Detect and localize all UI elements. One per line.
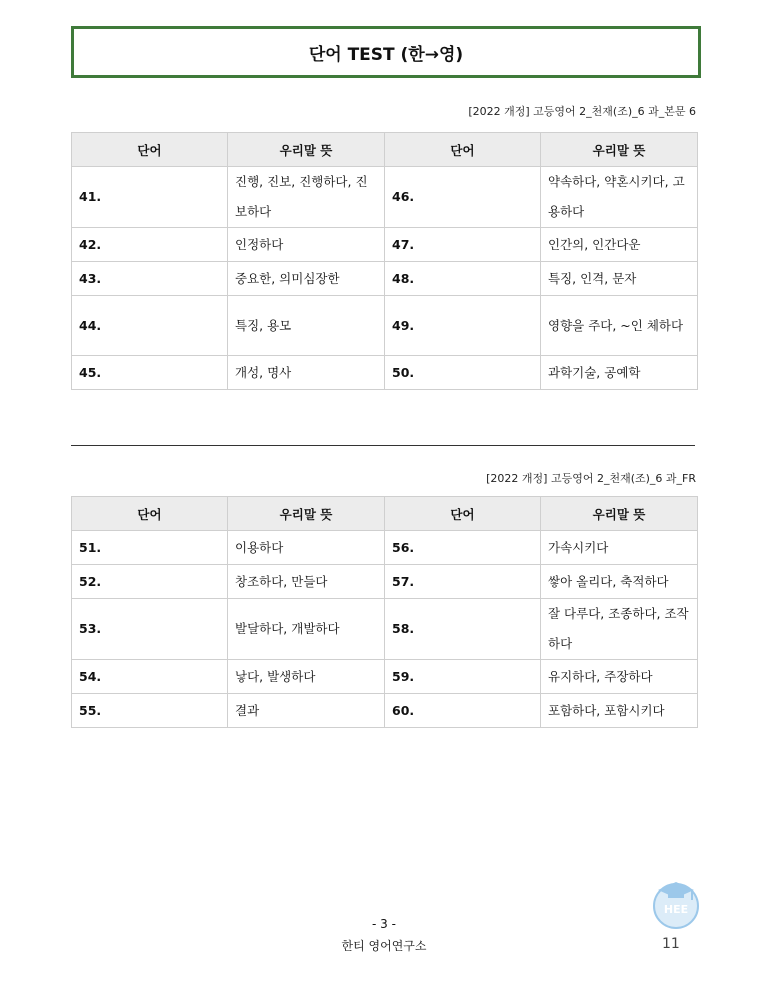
- korean-meaning: 영향을 주다, ~인 체하다: [541, 296, 698, 356]
- column-header-word: 단어: [385, 497, 541, 531]
- word-number: 41.: [72, 167, 228, 228]
- korean-meaning: 가속시키다: [541, 531, 698, 565]
- table-row: [72, 296, 698, 356]
- korean-meaning: 낳다, 발생하다: [228, 660, 385, 694]
- word-number: 59.: [385, 660, 541, 694]
- table-row: [72, 262, 698, 296]
- section-source: [2022 개정] 고등영어 2_천재(조)_6 과_FR: [486, 472, 696, 485]
- footer-organization: 한티 영어연구소: [341, 939, 427, 953]
- word-number: 57.: [385, 565, 541, 599]
- table-row: [72, 356, 698, 390]
- table-row: [72, 167, 698, 228]
- vocab-table: [71, 496, 698, 728]
- word-number: 60.: [385, 694, 541, 728]
- word-number: 43.: [72, 262, 228, 296]
- korean-meaning: 진행, 진보, 진행하다, 진보하다: [228, 167, 385, 228]
- korean-meaning: 인정하다: [228, 228, 385, 262]
- korean-meaning: 개성, 명사: [228, 356, 385, 390]
- column-header-meaning: 우리말 뜻: [228, 133, 385, 167]
- table-header-row: [72, 133, 698, 167]
- column-header-word: 단어: [385, 133, 541, 167]
- word-number: 53.: [72, 599, 228, 660]
- table-row: [72, 599, 698, 660]
- korean-meaning: 잘 다루다, 조종하다, 조작하다: [541, 599, 698, 660]
- korean-meaning: 과학기술, 공예학: [541, 356, 698, 390]
- page-number: - 3 -: [372, 917, 396, 931]
- vocab-table: [71, 132, 698, 390]
- section-source: [2022 개정] 고등영어 2_천재(조)_6 과_본문 6: [468, 105, 696, 118]
- word-number: 50.: [385, 356, 541, 390]
- column-header-word: 단어: [72, 133, 228, 167]
- word-number: 44.: [72, 296, 228, 356]
- table-row: [72, 228, 698, 262]
- korean-meaning: 특징, 용모: [228, 296, 385, 356]
- word-number: 46.: [385, 167, 541, 228]
- korean-meaning: 포함하다, 포함시키다: [541, 694, 698, 728]
- table-row: [72, 694, 698, 728]
- table-row: [72, 660, 698, 694]
- word-number: 58.: [385, 599, 541, 660]
- korean-meaning: 쌓아 올리다, 축적하다: [541, 565, 698, 599]
- korean-meaning: 발달하다, 개발하다: [228, 599, 385, 660]
- korean-meaning: 약속하다, 약혼시키다, 고용하다: [541, 167, 698, 228]
- word-number: 51.: [72, 531, 228, 565]
- logo-text: HEE: [663, 903, 689, 916]
- column-header-word: 단어: [72, 497, 228, 531]
- table-header-row: [72, 497, 698, 531]
- korean-meaning: 특징, 인격, 문자: [541, 262, 698, 296]
- word-number: 45.: [72, 356, 228, 390]
- korean-meaning: 이용하다: [228, 531, 385, 565]
- table-row: [72, 565, 698, 599]
- korean-meaning: 창조하다, 만들다: [228, 565, 385, 599]
- word-number: 47.: [385, 228, 541, 262]
- word-number: 52.: [72, 565, 228, 599]
- korean-meaning: 결과: [228, 694, 385, 728]
- page-title-text: 단어 TEST (한→영): [308, 44, 464, 65]
- korean-meaning: 중요한, 의미심장한: [228, 262, 385, 296]
- korean-meaning: 인간의, 인간다운: [541, 228, 698, 262]
- word-number: 54.: [72, 660, 228, 694]
- hee-logo: [650, 878, 702, 930]
- korean-meaning: 유지하다, 주장하다: [541, 660, 698, 694]
- word-number: 49.: [385, 296, 541, 356]
- section-divider: [71, 445, 695, 446]
- table-row: [72, 531, 698, 565]
- page-title: [71, 26, 701, 78]
- column-header-meaning: 우리말 뜻: [228, 497, 385, 531]
- column-header-meaning: 우리말 뜻: [541, 497, 698, 531]
- word-number: 55.: [72, 694, 228, 728]
- word-number: 56.: [385, 531, 541, 565]
- logo-number: 11: [662, 936, 680, 952]
- column-header-meaning: 우리말 뜻: [541, 133, 698, 167]
- word-number: 48.: [385, 262, 541, 296]
- word-number: 42.: [72, 228, 228, 262]
